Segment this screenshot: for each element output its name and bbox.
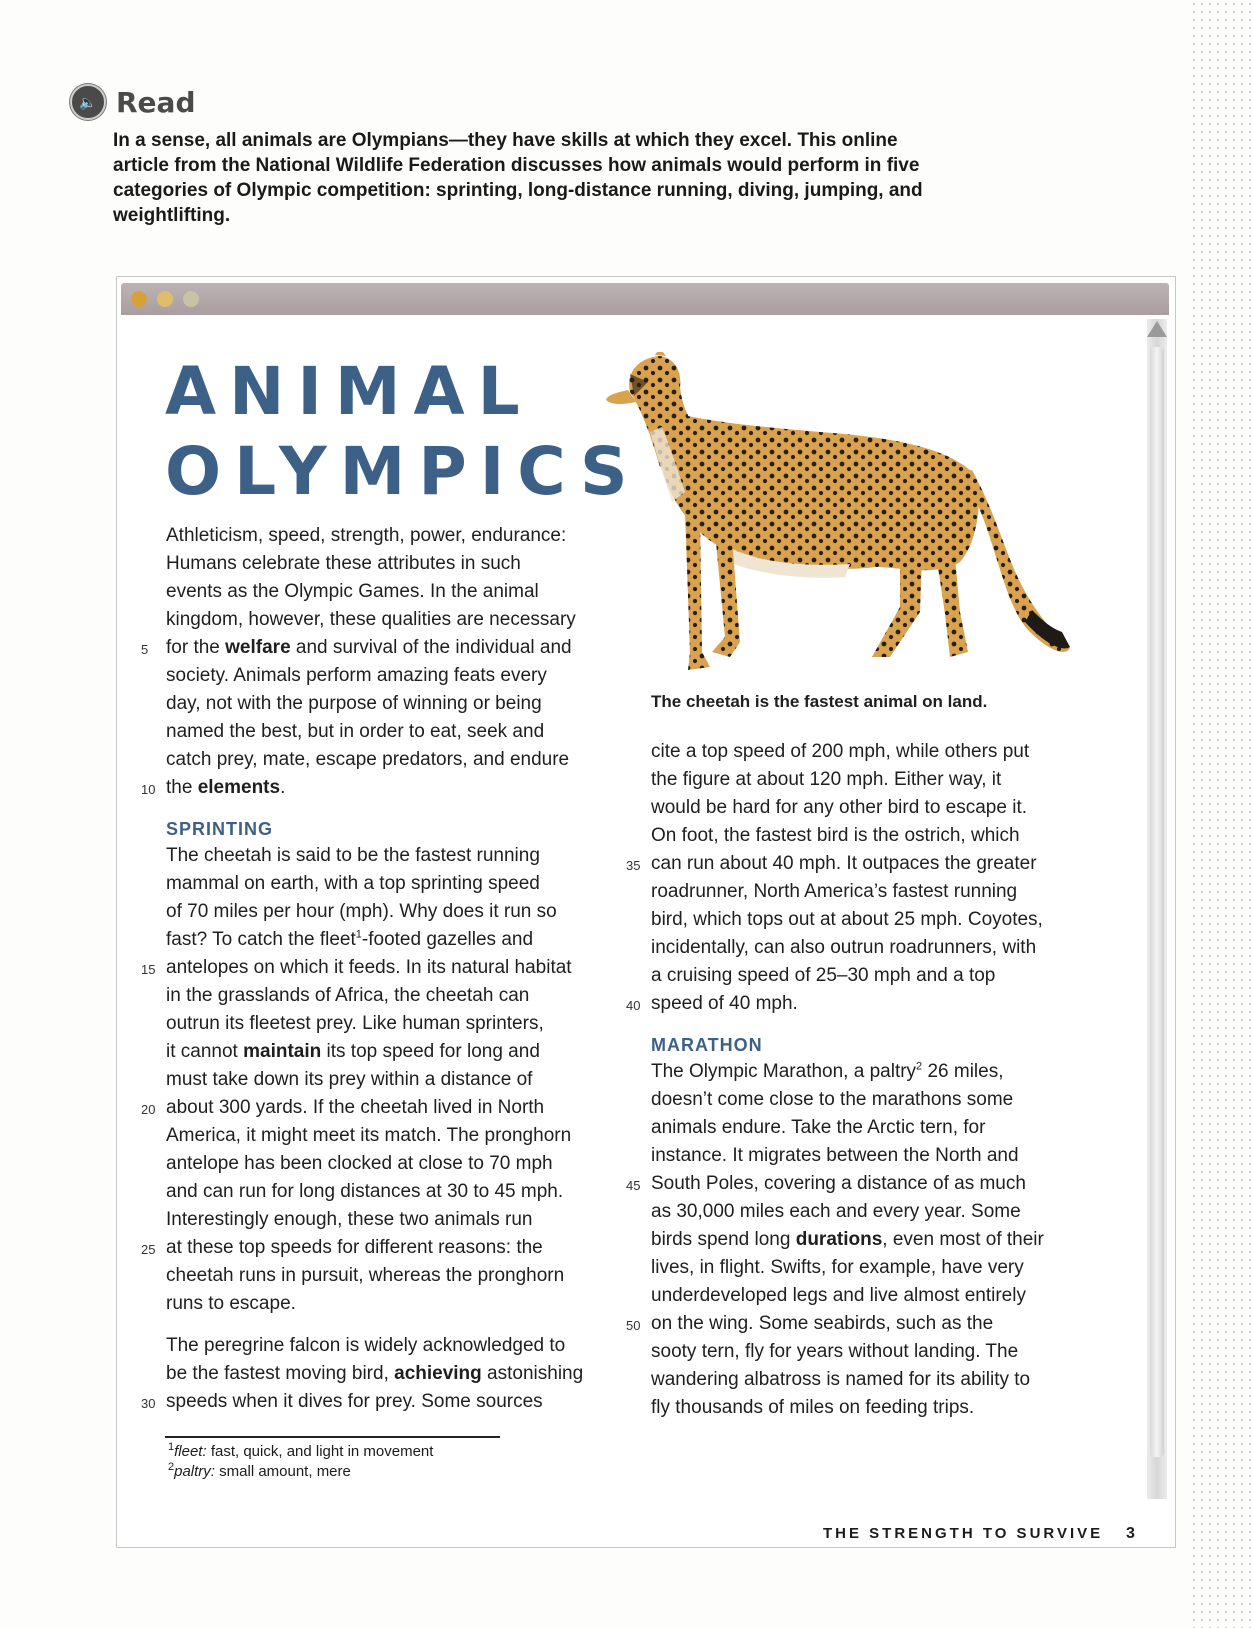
- page-edge-dots: [1190, 0, 1252, 1628]
- image-caption: The cheetah is the fastest animal on land.: [651, 692, 988, 711]
- text-line: Interestingly enough, these two animals run: [166, 1209, 533, 1230]
- window-titlebar: [121, 283, 1169, 315]
- audio-speaker-icon[interactable]: 🔈: [70, 84, 106, 120]
- text-line: day, not with the purpose of winning or being: [166, 693, 542, 714]
- page-number: 3: [1126, 1525, 1135, 1542]
- text-line: as 30,000 miles each and every year. Some: [651, 1201, 1021, 1222]
- text-line: would be hard for any other bird to escape it.: [651, 797, 1028, 818]
- text-line: doesn’t come close to the marathons some: [651, 1089, 1014, 1110]
- text-line: named the best, but in order to eat, seek and: [166, 721, 545, 742]
- title-line-2: OLYMPICS: [165, 433, 641, 510]
- text-line: The peregrine falcon is widely acknowledged to: [166, 1335, 566, 1356]
- text-line: fly thousands of miles on feeding trips.: [651, 1397, 975, 1418]
- text-line: Humans celebrate these attributes in such: [166, 553, 521, 574]
- window-close-dot-icon[interactable]: [131, 291, 147, 307]
- text-line: at these top speeds for different reasons: the 25: [166, 1234, 611, 1262]
- text-line: can run about 40 mph. It outpaces the greater 35: [651, 850, 1086, 878]
- text-line: roadrunner, North America’s fastest running: [651, 881, 1018, 902]
- footnote: $^1$fleet: fast, quick, and light in movement: [168, 1441, 434, 1460]
- text-line: catch prey, mate, escape predators, and endure: [166, 749, 570, 770]
- text-line: mammal on earth, with a top sprinting speed: [166, 873, 540, 894]
- text-line: underdeveloped legs and live almost entirely: [651, 1285, 1026, 1306]
- scroll-up-arrow-icon[interactable]: [1147, 321, 1167, 337]
- right-column: [626, 738, 1086, 1422]
- line-number: 20: [141, 1102, 156, 1117]
- text-line: The Olympic Marathon, a paltry$^2$ 26 miles,: [651, 1060, 1004, 1082]
- text-line: the elements. 10: [166, 774, 611, 802]
- footnote-rule: [165, 1436, 500, 1438]
- line-number: 40: [626, 998, 641, 1013]
- line-number: 10: [141, 782, 156, 797]
- read-label: Read: [116, 85, 196, 119]
- text-line: outrun its fleetest prey. Like human sprinters,: [166, 1013, 544, 1034]
- footnotes: [168, 1442, 433, 1482]
- vertical-scrollbar[interactable]: [1147, 319, 1167, 1499]
- text-line: the figure at about 120 mph. Either way, it: [651, 769, 1002, 790]
- text-line: cheetah runs in pursuit, whereas the pronghorn: [166, 1265, 565, 1286]
- line-number: 25: [141, 1242, 156, 1257]
- text-line: Athleticism, speed, strength, power, endurance:: [166, 525, 567, 546]
- text-line: antelope has been clocked at close to 70 mph: [166, 1153, 553, 1174]
- section-heading: MARATHON: [651, 1035, 763, 1055]
- text-line: on the wing. Some seabirds, such as the 50: [651, 1310, 1086, 1338]
- read-heading: [70, 84, 196, 120]
- text-line: South Poles, covering a distance of as much 45: [651, 1170, 1086, 1198]
- line-number: 50: [626, 1318, 641, 1333]
- text-line: On foot, the fastest bird is the ostrich, which: [651, 825, 1020, 846]
- text-line: lives, in flight. Swifts, for example, have very: [651, 1257, 1024, 1278]
- section-heading: SPRINTING: [166, 819, 274, 839]
- line-number: 35: [626, 858, 641, 873]
- text-line: speed of 40 mph. 40: [651, 990, 1086, 1018]
- text-line: sooty tern, fly for years without landing. The: [651, 1341, 1019, 1362]
- text-line: speeds when it dives for prey. Some sources 30: [166, 1388, 611, 1416]
- line-number: 5: [141, 642, 149, 657]
- text-line: fast? To catch the fleet$^1$-footed gazelles and: [166, 928, 534, 950]
- line-number: 15: [141, 962, 156, 977]
- window-minimize-dot-icon[interactable]: [157, 291, 173, 307]
- left-column: [141, 522, 611, 1416]
- text-line: instance. It migrates between the North and: [651, 1145, 1019, 1166]
- cheetah-image: [600, 352, 1080, 682]
- text-line: must take down its prey within a distance of: [166, 1069, 533, 1090]
- text-line: bird, which tops out at about 25 mph. Coyotes,: [651, 909, 1043, 930]
- title-line-1: ANIMAL: [165, 353, 533, 430]
- text-line: for the welfare and survival of the individual and 5: [166, 634, 611, 662]
- line-number: 45: [626, 1178, 641, 1193]
- text-line: a cruising speed of 25–30 mph and a top: [651, 965, 996, 986]
- text-line: about 300 yards. If the cheetah lived in North 20: [166, 1094, 611, 1122]
- text-line: wandering albatross is named for its ability to: [651, 1369, 1031, 1390]
- text-line: and can run for long distances at 30 to 45 mph.: [166, 1181, 564, 1202]
- text-line: events as the Olympic Games. In the animal: [166, 581, 539, 602]
- text-line: it cannot maintain its top speed for long and: [166, 1041, 540, 1062]
- paragraph-gap: [166, 1318, 611, 1332]
- article-title: [165, 352, 640, 512]
- text-line: be the fastest moving bird, achieving astonishing: [166, 1363, 584, 1384]
- text-line: society. Animals perform amazing feats every: [166, 665, 547, 686]
- text-line: cite a top speed of 200 mph, while others put: [651, 741, 1030, 762]
- section-title: THE STRENGTH TO SURVIVE: [823, 1525, 1104, 1542]
- text-line: of 70 miles per hour (mph). Why does it run so: [166, 901, 557, 922]
- text-line: antelopes on which it feeds. In its natural habitat 15: [166, 954, 611, 982]
- text-line: kingdom, however, these qualities are necessary: [166, 609, 576, 630]
- text-line: The cheetah is said to be the fastest running: [166, 845, 540, 866]
- line-number: 30: [141, 1396, 156, 1411]
- text-line: America, it might meet its match. The pronghorn: [166, 1125, 572, 1146]
- text-line: in the grasslands of Africa, the cheetah can: [166, 985, 530, 1006]
- text-line: animals endure. Take the Arctic tern, for: [651, 1117, 986, 1138]
- intro-text: In a sense, all animals are Olympians—they have skills at which they excel. This online article from the National Wildlife Federation discusses how animals would perform in five categories of Olympic competition: sprinting, long-distance running, diving, jumping, and weightlifting.: [113, 130, 923, 226]
- scroll-thumb[interactable]: [1150, 347, 1164, 1457]
- footnote: $^2$paltry: small amount, mere: [168, 1461, 351, 1480]
- text-line: birds spend long durations, even most of their: [651, 1229, 1044, 1250]
- window-maximize-dot-icon[interactable]: [183, 291, 199, 307]
- text-line: runs to escape.: [166, 1293, 296, 1314]
- text-line: incidentally, can also outrun roadrunners, with: [651, 937, 1037, 958]
